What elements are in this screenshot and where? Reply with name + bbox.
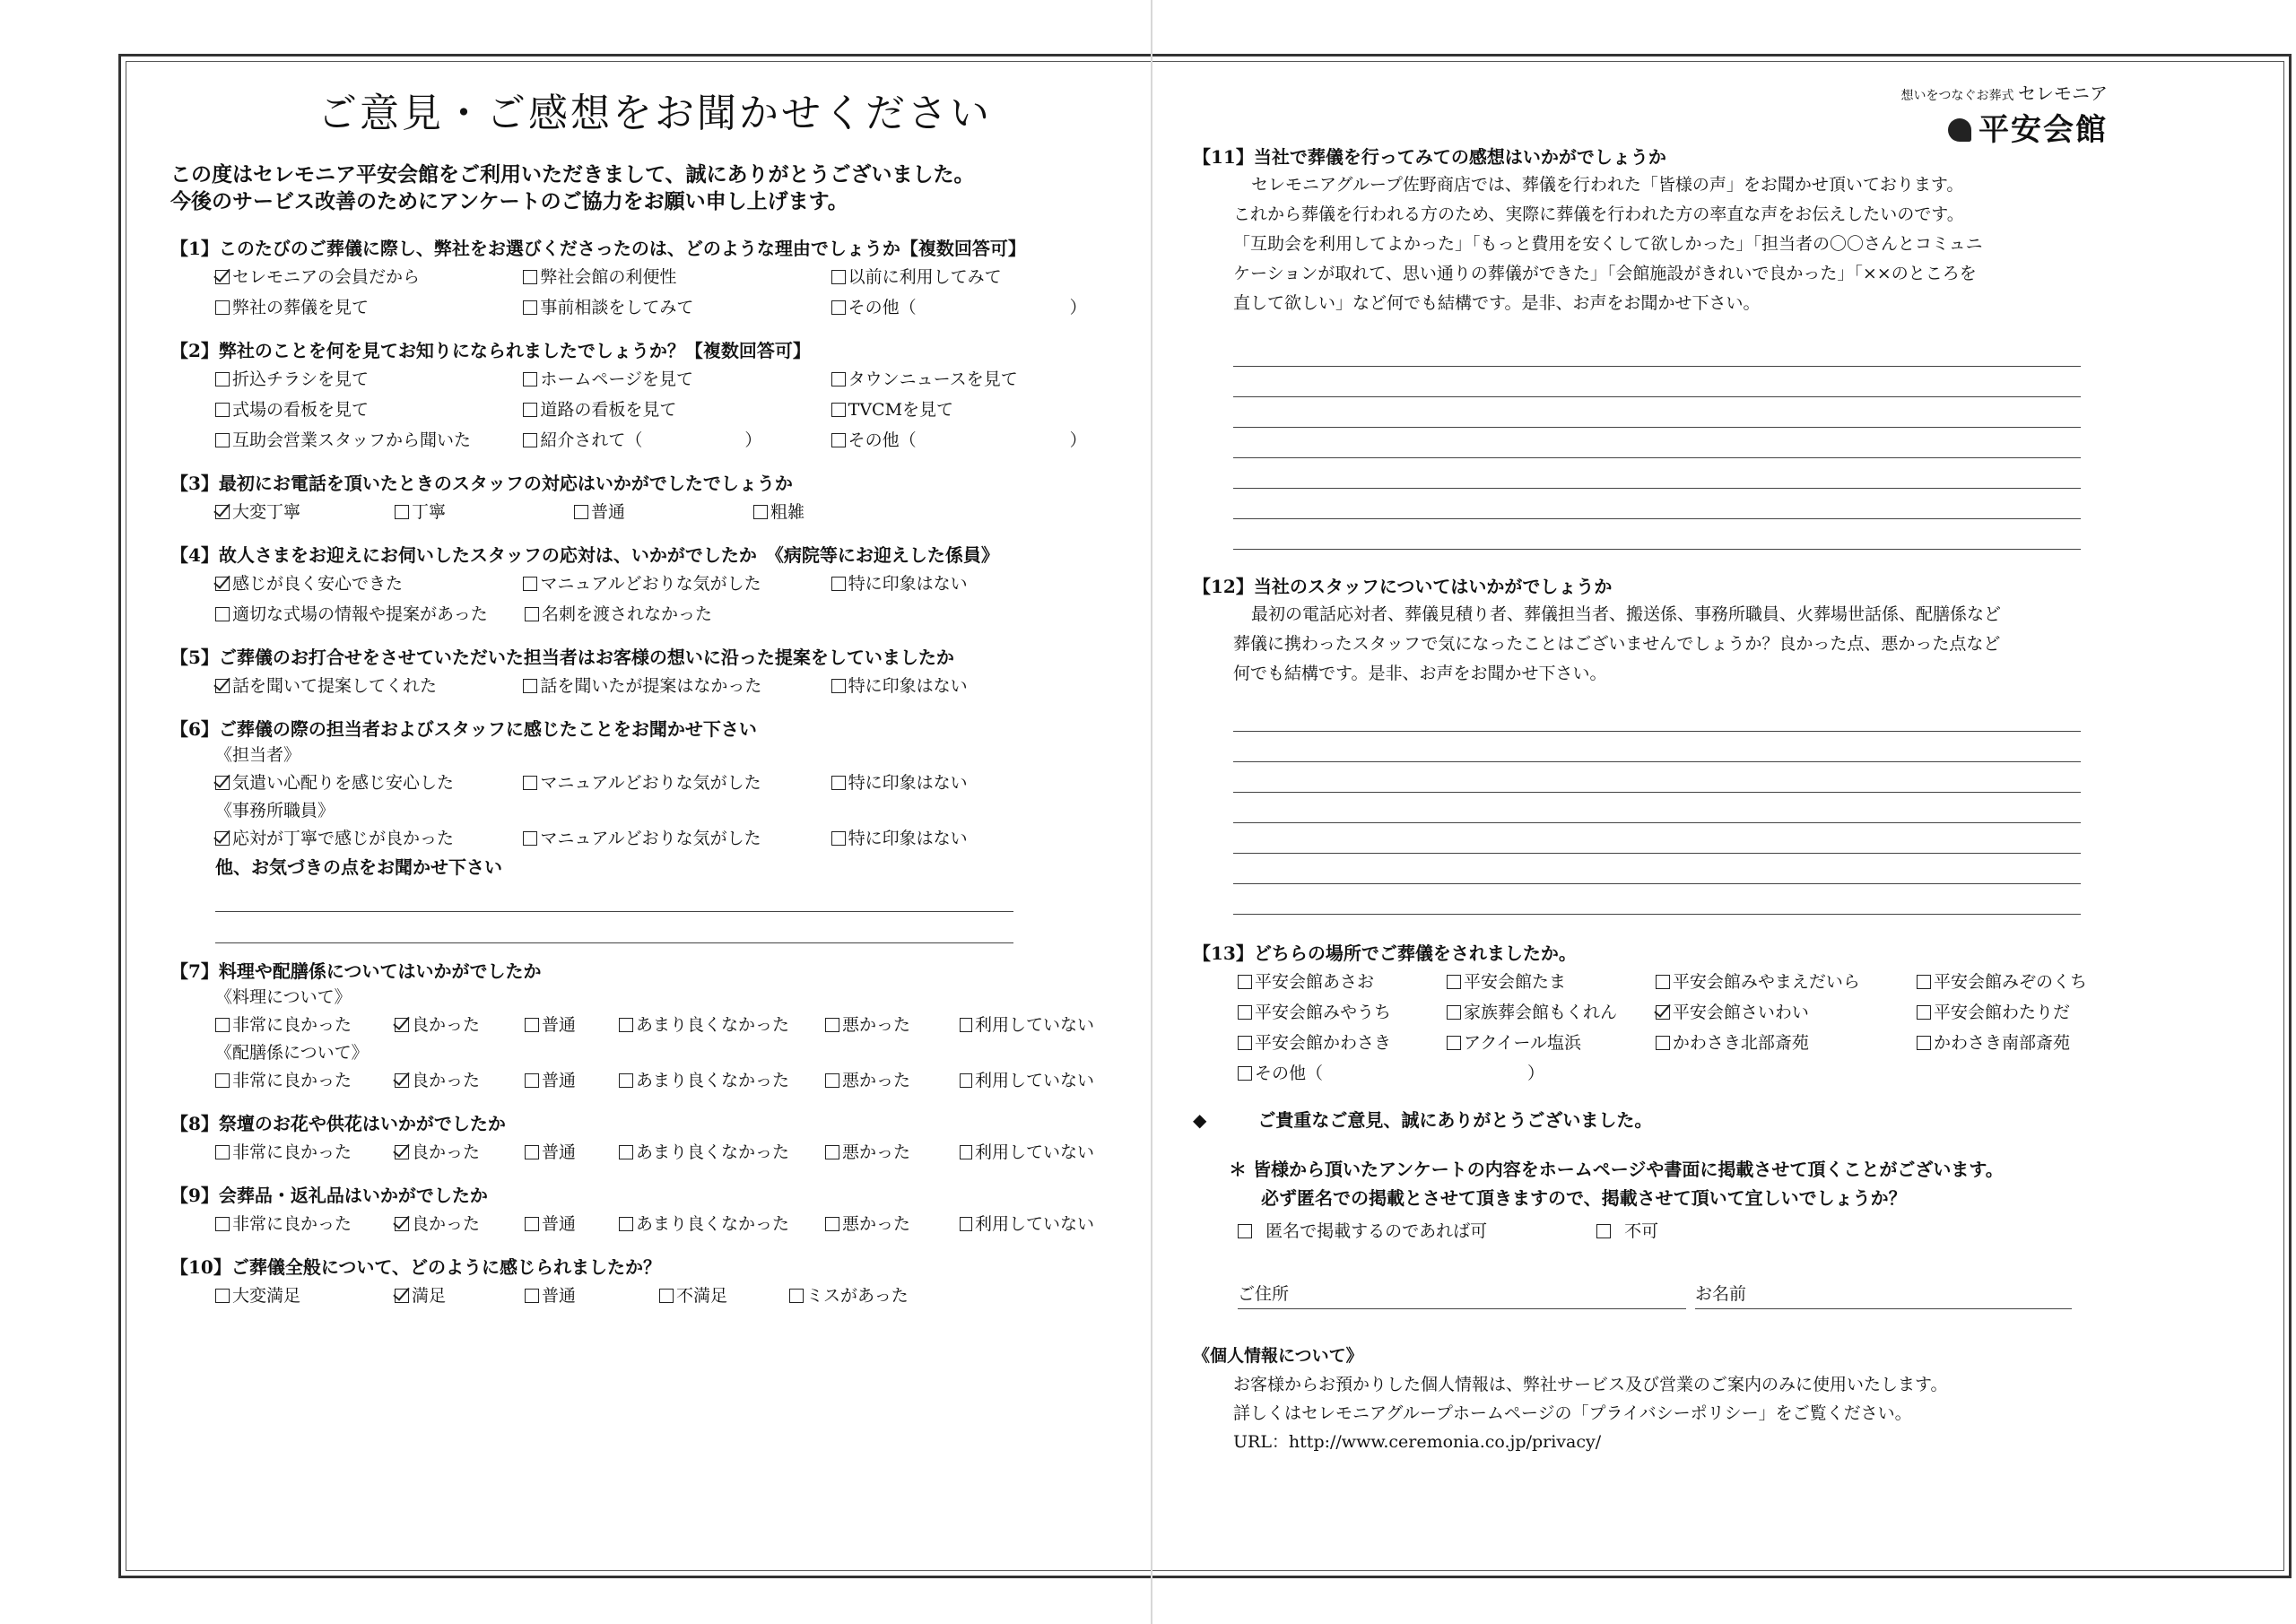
checkbox[interactable] [831,679,846,693]
checkbox-option[interactable]: 非常に良かった [215,1010,395,1040]
checkbox[interactable] [215,403,230,417]
checkbox[interactable] [825,1145,839,1159]
checkbox-option[interactable]: 良かった [395,1010,525,1040]
checkbox[interactable] [215,607,230,621]
checkbox[interactable] [523,270,537,284]
question-title: 【13】どちらの場所でご葬儀をされましたか。 [1193,942,1577,964]
checkbox[interactable] [215,270,230,284]
checkbox[interactable] [831,270,846,284]
checkbox-option[interactable]: 特に印象はない [831,569,1139,599]
checkbox-option[interactable]: 普通 [525,1065,619,1096]
checkbox[interactable] [523,577,537,591]
checkbox[interactable] [523,300,537,315]
question-1 [170,235,1139,323]
checkbox-option[interactable]: 悪かった [825,1010,960,1040]
checkbox-option[interactable]: 特に印象はない [831,671,1139,701]
checkbox[interactable] [831,433,846,447]
checkbox-option[interactable]: 普通 [525,1281,659,1311]
checkbox[interactable] [525,1289,539,1303]
checkbox-option[interactable]: 普通 [525,1209,619,1239]
checkbox[interactable] [1656,1036,1670,1050]
checkbox[interactable] [523,372,537,386]
question-10 [170,1254,1139,1311]
checkbox[interactable] [831,403,846,417]
checkbox[interactable] [960,1217,972,1231]
checkbox-option[interactable]: マニュアルどおりな気がした [523,569,831,599]
checkbox[interactable] [831,831,846,846]
other-comments-label: 他、お気づきの点をお聞かせ下さい [215,856,502,878]
privacy-title: 《個人情報について》 [1193,1346,1363,1366]
checkbox-option[interactable]: 応対が丁寧で感じが良かった [215,823,523,854]
checkbox-option[interactable]: かわさき南部斎苑 [1917,1028,2126,1058]
checkbox[interactable] [525,1073,539,1088]
checkbox[interactable] [395,1145,409,1159]
checkbox[interactable] [215,776,230,790]
checkbox-option[interactable]: 良かった [395,1137,525,1168]
question-title: 【2】弊社のことを何を見てお知りになられましたでしょうか？【複数回答可】 [170,340,811,361]
question-8 [170,1110,1139,1168]
checkbox-option[interactable]: 良かった [395,1065,525,1096]
checkbox[interactable] [1917,975,1931,989]
checkbox[interactable] [1447,1005,1461,1020]
question-title: 【4】故人さまをお迎えにお伺いしたスタッフの応対は、いかがでしたか 《病院等にお迎えした係員》 [170,544,999,566]
checkbox-option[interactable]: 悪かった [825,1137,960,1168]
checkbox[interactable] [753,505,768,519]
checkbox-option[interactable]: タウンニュースを見て [831,364,1139,395]
checkbox-option[interactable]: 良かった [395,1209,525,1239]
answer-lines[interactable] [1193,336,2081,550]
checkbox[interactable] [960,1145,972,1159]
checkbox[interactable] [215,1145,230,1159]
intro-text: この度はセレモニア平安会館をご利用いただきまして、誠にありがとうございました。 今後のサービス改善のためにアンケートのご協力をお願い申し上げます。 [170,162,975,213]
checkbox[interactable] [659,1289,674,1303]
checkbox[interactable] [395,1073,409,1088]
survey-right-page [1193,143,2126,1456]
checkbox-option[interactable]: 互助会営業スタッフから聞いた [215,425,523,456]
checkbox-option[interactable]: 平安会館みやまえだいら [1656,967,1917,997]
page-title: ご意見・ご感想をお聞かせください [317,91,992,136]
checkbox-option[interactable]: アクイール塩浜 [1447,1028,1656,1058]
checkbox-option[interactable]: 弊社の葬儀を見て [215,292,523,323]
checkbox[interactable] [1238,1066,1252,1081]
question-9 [170,1182,1139,1239]
checkbox[interactable] [523,831,537,846]
checkbox-option[interactable]: 適切な式場の情報や提案があった [215,599,525,630]
checkbox[interactable] [1656,975,1670,989]
checkbox-option[interactable]: 感じが良く安心できた [215,569,523,599]
question-title: 【3】最初にお電話を頂いたときのスタッフの対応はいかがでしたでしょうか [170,473,793,494]
question-title: 【12】当社のスタッフについてはいかがでしょうか [1193,576,1613,597]
checkbox-option[interactable]: その他（ ） [831,292,1139,323]
checkbox[interactable] [825,1217,839,1231]
checkbox[interactable] [960,1018,972,1032]
checkbox[interactable] [1596,1224,1611,1238]
question-title: 【11】当社で葬儀を行ってみての感想はいかがでしょうか [1193,146,1666,168]
checkbox-option[interactable]: ホームページを見て [523,364,831,395]
thanks-line: ◆ ご貴重なご意見、誠にありがとうございました。 [1193,1109,1653,1131]
subsection-label: 《料理について》 [215,987,352,1007]
checkbox-option[interactable]: 折込チラシを見て [215,364,523,395]
checkbox-option[interactable]: 平安会館さいわい [1656,997,1917,1028]
address-field[interactable]: ご住所 [1238,1281,1686,1309]
checkbox-option[interactable]: 事前相談をしてみて [523,292,831,323]
checkbox-option[interactable]: あまり良くなかった [619,1065,825,1096]
contact-fields [1238,1281,2126,1309]
checkbox[interactable] [1238,975,1252,989]
checkbox[interactable] [1238,1224,1252,1238]
question-6 [170,716,1139,943]
checkbox[interactable] [523,403,537,417]
checkbox-option[interactable]: 普通 [525,1137,619,1168]
question-11 [1193,143,2126,550]
checkbox-option[interactable]: 特に印象はない [831,768,1139,798]
checkbox[interactable] [1656,1005,1670,1020]
checkbox-option[interactable]: 普通 [525,1010,619,1040]
checkbox[interactable] [831,300,846,315]
checkbox[interactable] [831,577,846,591]
checkbox[interactable] [215,300,230,315]
brand-ceremonia: セレモニア [2018,83,2108,104]
checkbox[interactable] [825,1018,839,1032]
checkbox-option[interactable]: 非常に良かった [215,1209,395,1239]
question-3 [170,470,1139,527]
answer-lines[interactable] [1193,701,2081,915]
diamond-icon: ◆ [1193,1109,1207,1131]
checkbox-option[interactable]: 平安会館あさお [1238,967,1447,997]
question-title: 【1】このたびのご葬儀に際し、弊社をお選びくださったのは、どのような理由でしょうか【複数回答可】 [170,238,1026,259]
comment-lines[interactable] [215,881,1013,943]
checkbox[interactable] [215,831,230,846]
checkbox-option[interactable]: 平安会館わたりだ [1917,997,2126,1028]
subsection-label: 《事務所職員》 [215,801,335,821]
checkbox[interactable] [215,1217,230,1231]
checkbox-option[interactable]: 名刺を渡されなかった [525,599,834,630]
checkbox[interactable] [395,1018,409,1032]
checkbox-option[interactable]: TVCMを見て [831,395,1139,425]
checkbox[interactable] [215,505,230,519]
page-fold [1151,0,1152,1624]
checkbox-option[interactable]: 非常に良かった [215,1065,395,1096]
checkbox-option[interactable]: 満足 [395,1281,525,1311]
checkbox-option[interactable]: あまり良くなかった [619,1010,825,1040]
checkbox-option[interactable]: 道路の看板を見て [523,395,831,425]
checkbox[interactable] [525,1217,539,1231]
brand-logo [1892,79,2108,149]
checkbox[interactable] [831,372,846,386]
checkbox[interactable] [395,505,409,519]
brand-tagline: 想いをつなぐお葬式 [1900,89,2014,103]
checkbox[interactable] [619,1145,633,1159]
checkbox[interactable] [960,1073,972,1088]
checkbox[interactable] [1238,1005,1252,1020]
checkbox-option[interactable]: 利用していない [960,1137,1094,1168]
checkbox-option[interactable]: 話を聞いて提案してくれた [215,671,523,701]
checkbox[interactable] [1917,1005,1931,1020]
checkbox[interactable] [619,1018,633,1032]
question-2 [170,337,1139,456]
checkbox[interactable] [1447,975,1461,989]
checkbox[interactable] [825,1073,839,1088]
brand-name: 平安会館 [1979,112,2108,148]
question-title: 【7】料理や配膳係についてはいかがでしたか [170,960,542,982]
checkbox[interactable] [1447,1036,1461,1050]
question-title: 【9】会葬品・返礼品はいかがでしたか [170,1185,488,1206]
checkbox-option[interactable]: 利用していない [960,1010,1094,1040]
asterisk-icon: ＊ [1229,1159,1247,1180]
checkbox[interactable] [1238,1036,1252,1050]
checkbox-option[interactable]: 平安会館みやうち [1238,997,1447,1028]
checkbox-option[interactable]: 平安会館かわさき [1238,1028,1447,1058]
subsection-label: 《配膳係について》 [215,1043,369,1063]
checkbox[interactable] [215,1289,230,1303]
checkbox[interactable] [525,1018,539,1032]
checkbox[interactable] [619,1073,633,1088]
checkbox-option[interactable]: あまり良くなかった [619,1137,825,1168]
checkbox-option[interactable]: 大変丁寧 [215,497,395,527]
checkbox-option[interactable]: 気遣い心配りを感じ安心した [215,768,523,798]
checkbox-option[interactable]: 式場の看板を見て [215,395,523,425]
name-field[interactable]: お名前 [1695,1281,2072,1309]
checkbox[interactable] [619,1217,633,1231]
question-4 [170,542,1139,630]
privacy-section: 《個人情報について》 お客様からお預かりした個人情報は、弊社サービス及び営業のご案内のみに使用いたします。 詳しくはセレモニアグループホームページの「プライバシーポリシー」をご覧ください。 URL：http://www.ceremonia.co.jp/privacy/ [1193,1342,2126,1456]
checkbox-option[interactable]: マニュアルどおりな気がした [523,768,831,798]
checkbox-option[interactable]: 丁寧 [395,497,574,527]
checkbox[interactable] [1917,1036,1931,1050]
checkbox-option[interactable]: 平安会館たま [1447,967,1656,997]
checkbox-option[interactable]: 利用していない [960,1065,1094,1096]
checkbox[interactable] [523,433,537,447]
question-12 [1193,573,2126,915]
question-title: 【10】ご葬儀全般について、どのように感じられましたか？ [170,1256,662,1278]
survey-left-page [170,65,1139,1325]
checkbox-option[interactable]: 以前に利用してみて [831,262,1139,292]
checkbox-option[interactable]: 悪かった [825,1209,960,1239]
checkbox-option[interactable]: その他（ ） [831,425,1139,456]
checkbox-option[interactable]: 利用していない [960,1209,1094,1239]
checkbox[interactable] [215,1018,230,1032]
checkbox-option[interactable]: 弊社会館の利便性 [523,262,831,292]
subsection-label: 《担当者》 [215,745,301,765]
checkbox-option[interactable]: あまり良くなかった [619,1209,825,1239]
checkbox[interactable] [574,505,588,519]
checkbox[interactable] [395,1217,409,1231]
checkbox-option[interactable]: マニュアルどおりな気がした [523,823,831,854]
checkbox[interactable] [525,1145,539,1159]
checkbox-option[interactable]: 不満足 [659,1281,789,1311]
checkbox-option[interactable]: かわさき北部斎苑 [1656,1028,1917,1058]
checkbox[interactable] [831,776,846,790]
consent-no-option[interactable]: 不可 [1596,1216,1658,1246]
checkbox-option[interactable]: セレモニアの会員だから [215,262,523,292]
checkbox-option[interactable]: 特に印象はない [831,823,1139,854]
checkbox[interactable] [789,1289,804,1303]
checkbox[interactable] [215,433,230,447]
question-7 [170,958,1139,1096]
consent-yes-option[interactable]: 匿名で掲載するのであれば可 [1238,1216,1596,1246]
checkbox[interactable] [215,679,230,693]
checkbox-option[interactable]: 悪かった [825,1065,960,1096]
checkbox[interactable] [215,1073,230,1088]
checkbox-option[interactable]: 平安会館みぞのくち [1917,967,2126,997]
checkbox[interactable] [525,607,539,621]
checkbox-option[interactable]: ミスがあった [789,1281,924,1311]
checkbox-option[interactable]: 非常に良かった [215,1137,395,1168]
question-description: 最初の電話応対者、葬儀見積り者、葬儀担当者、搬送係、事務所職員、火葬場世話係、配膳係など 葬儀に携わったスタッフで気になったことはございませんでしょうか？良かった点、悪かった点など 何でも結構です。是非、お声をお聞かせ下さい。 [1233,604,2002,683]
privacy-url[interactable]: URL：http://www.ceremonia.co.jp/privacy/ [1233,1432,1602,1452]
checkbox[interactable] [523,679,537,693]
checkbox-option[interactable]: 話を聞いたが提案はなかった [523,671,831,701]
question-description: セレモニアグループ佐野商店では、葬儀を行われた「皆様の声」をお聞かせ頂いております。 これから葬儀を行われる方のため、実際に葬儀を行われた方の率直な声をお伝えしたいのです。 「互助会を利用してよかった」「もっと費用を安くして欲しかった」「担当者の〇〇さんとコミュニ ケーションが取れて、思い通りの葬儀ができた」「会館施設がきれいで良かった」「××のところを 直して欲しい」など何でも結構です。是非、お声をお聞かせ下さい。 [1233,175,1983,313]
publish-notice: ＊ 皆様から頂いたアンケートの内容をホームページや書面に掲載させて頂くことがございます。 必ず匿名での掲載とさせて頂きますので、掲載させて頂いて宜しいでしょうか？ [1229,1159,2004,1209]
checkbox[interactable] [395,1289,409,1303]
checkbox[interactable] [215,372,230,386]
checkbox[interactable] [215,577,230,591]
checkbox-option[interactable]: 大変満足 [215,1281,395,1311]
leaf-logo-icon [1948,118,1971,142]
question-5 [170,644,1139,701]
checkbox-option[interactable]: 家族葬会館もくれん [1447,997,1656,1028]
question-title: 【6】ご葬儀の際の担当者およびスタッフに感じたことをお聞かせ下さい [170,718,757,740]
checkbox-option[interactable]: 粗雑 [753,497,933,527]
question-title: 【5】ご葬儀のお打合せをさせていただいた担当者はお客様の想いに沿った提案をしていましたか [170,647,954,668]
question-13 [1193,940,2126,1089]
question-title: 【8】祭壇のお花や供花はいかがでしたか [170,1113,506,1134]
checkbox-option[interactable]: 普通 [574,497,753,527]
checkbox[interactable] [523,776,537,790]
checkbox-option[interactable]: 紹介されて（ ） [523,425,831,456]
checkbox-option[interactable]: その他（ ） [1238,1058,1544,1089]
